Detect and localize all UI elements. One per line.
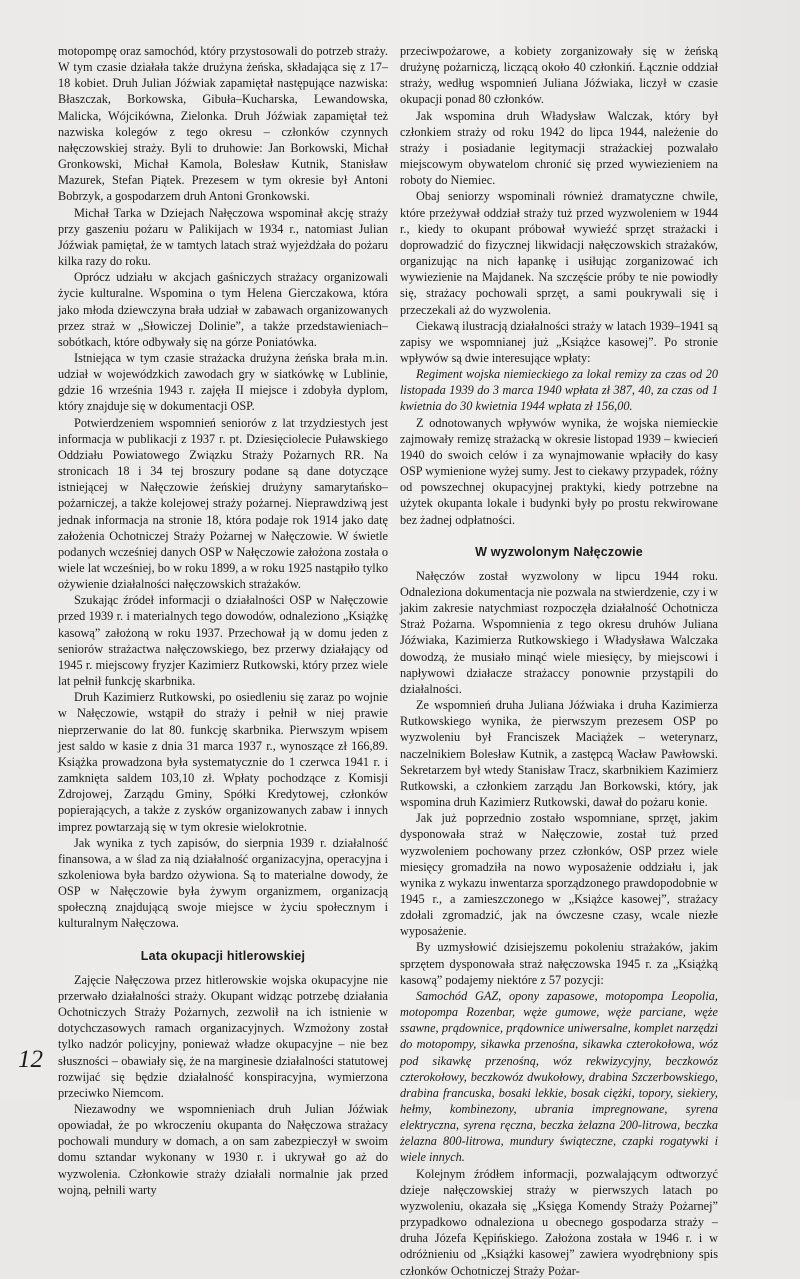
quoted-record: Samochód GAZ, opony zapasowe, motopompa Leopolia, motopompa Rozenbar, węże gumowe, węże parciane, węże ssawne, prądownice, prądownice uniwersalne, komplet narzędzi do motopompy, sikawka przenośna, sikawka czterokołowa, wóz pod sikawkę przenośną, wóz rekwizycyjny, beczkowóz czterokołowy, beczkowóz dwukołowy, drabina Szczerbowskiego, drabina francuska, bosaki lekkie, bosak ciężki, topory, siekiery, hełmy, kombinezony, ubrania impregnowane, syrena elektryczna, syrena ręczna, beczka żelazna 200-litrowa, beczka żelazna 800-litrowa, mundury świąteczne, czapki rogatywki i wiele innych.	[400, 988, 718, 1165]
paragraph: By uzmysłowić dzisiejszemu pokoleniu strażaków, jakim sprzętem dysponowała straż nałęczowska 1945 r. za „Książką kasową” podajemy niektóre z 57 pozycji:	[400, 940, 718, 987]
paragraph: Zajęcie Nałęczowa przez hitlerowskie wojska okupacyjne nie przerwało działalności straży. Okupant widząc potrzebę działania Ochotniczych Straży Pożarnych, zezwolił na ich istnienie w dotychczasowych ramach organizacyjnych. Wzmożony został tylko nadzór policyjny, ponieważ władze okupacyjne – nie bez słuszności – obawiały się, że na marginesie działalności statutowej rozwijać się będzie działalność konspiracyjna, wymierzona przeciwko Niemcom.	[58, 972, 388, 1100]
paragraph: Michał Tarka w Dziejach Nałęczowa wspominał akcję straży przy gaszeniu pożaru w Palikijach w 1934 r., natomiast Julian Jóźwiak pamiętał, że w tamtych latach straż wyjeżdżała do pożaru kilka razy do roku.	[58, 205, 388, 269]
paragraph: Oprócz udziału w akcjach gaśniczych strażacy organizowali życie kulturalne. Wspomina o tym Helena Gierczakowa, która jako młoda dziewczyna brała udział w zabawach organizowanych przez straż w „Słowiczej Dolinie”, a także przedstawieniach–sobótkach, które odbywały się na górze Poniatówka.	[58, 270, 388, 349]
paragraph: Niezawodny we wspomnieniach druh Julian Jóźwiak opowiadał, że po wkroczeniu okupanta do Nałęczowa strażacy pochowali mundury w domach, a on sam zabezpieczył w swoim domu sztandar wykonany w 1930 r. i ukrywał go aż do wyzwolenia. Członkowie straży działali normalnie jak przed wojną, pełnili warty	[58, 1102, 388, 1197]
paragraph: Obaj seniorzy wspominali również dramatyczne chwile, które przeżywał oddział straży tuż przed wyzwoleniem w 1944 r., kiedy to okupant próbował wywieźć sprzęt strażacki i doprowadzić do fizycznej likwidacji nałęczowskich strażaków, organizując na nich łapankę i usiłując zorganizować ich wywiezienie na Majdanek. Na szczęście próby te nie powiodły się, strażacy pochowali sprzęt, a sami poukrywali się i przeczekali aż do wyzwolenia.	[400, 189, 718, 317]
paragraph: Druh Kazimierz Rutkowski, po osiedleniu się zaraz po wojnie w Nałęczowie, wstąpił do straży i pełnił w niej prawie nieprzerwanie do lat 80. funkcję skarbnika. Pierwszym wpisem jest saldo w kasie z dnia 31 marca 1937 r., wynoszące zł 166,89. Książka prowadzona była systematycznie do 1 czerwca 1941 r. i zamknięta saldem 103,10 zł. Wpłaty pochodzące z Komisji Zdrojowej, Zarządu Gminy, Spółki Kredytowej, członków popierających, a także z zysków organizowanych zabaw i innych imprez powtarzają się w tym okresie wielokrotnie.	[58, 690, 388, 834]
paragraph: Nałęczów został wyzwolony w lipcu 1944 roku. Odnaleziona dokumentacja nie pozwala na stwierdzenie, czy i w jakim zakresie natychmiast rozpoczęła działalność Ochotnicza Straż Pożarna. Wspomnienia z tego okresu druhów Juliana Jóźwiaka, Kazimierza Rutkowskiego i Władysława Walczaka dowodzą, że musiało minąć wiele miesięcy, by miejscowi i napływowi działacze strażaccy ponownie przystąpili do działalności.	[400, 568, 718, 696]
paragraph: Kolejnym źródłem informacji, pozwalającym odtworzyć dzieje nałęczowskiej straży w pierwszych latach po wyzwoleniu, okazała się „Księga Komendy Straży Pożarnej” przypadkowo odnaleziona u obecnego gospodarza straży – druha Józefa Kępińskiego. Założona została w 1946 r. i w odróżnieniu od „Książki kasowej” zawiera wyodrębniony spis członków Ochotniczej Straży Pożar-	[400, 1166, 718, 1278]
page-number: 12	[18, 1046, 43, 1073]
paragraph: Ze wspomnień druha Juliana Jóźwiaka i druha Kazimierza Rutkowskiego wynika, że pierwszym prezesem OSP po wyzwoleniu był Franciszek Maciążek – weterynarz, naczelnikiem Bolesław Kutnik, a zastępcą Wacław Pawłowski. Sekretarzem był wtedy Stanisław Tracz, skarbnikiem Kazimierz Rutkowski, a członkiem zarządu Jan Borkowski, który, jak wspomina druh Kazimierz Rutkowski, dawał do pożaru konie.	[400, 698, 718, 810]
section-heading: Lata okupacji hitlerowskiej	[140, 948, 306, 963]
section-heading: W wyzwolonym Nałęczowie	[475, 544, 643, 559]
paragraph: motopompę oraz samochód, który przystosowali do potrzeb straży. W tym czasie działała także drużyna żeńska, składająca się z 17–18 kobiet. Druh Julian Jóźwiak zapamiętał następujące nazwiska: Błaszczak, Borkowska, Gibuła–Kucharska, Lewandowska, Malicka, Wójcikówna, Zielonka. Druh Jóźwiak zapamiętał też nazwiska kolegów z tego okresu – członków czynnych nałęczowskiej straży. Byli to druhowie: Jan Borkowski, Michał Gronkowski, Michał Kamola, Bolesław Kutnik, Stanisław Mazurek, Stefan Piątek. Prezesem w tym okresie był Antoni Bobrzyk, a gospodarzem druh Antoni Gronkowski.	[58, 44, 388, 204]
paragraph: Jak wynika z tych zapisów, do sierpnia 1939 r. działalność finansowa, a w ślad za nią działalność organizacyjna, operacyjna i szkoleniowa była bardzo ożywiona. Są to materialne dowody, że OSP w Nałęczowie była żywym organizmem, organizacją społeczną znajdującą swoje miejsce w życiu społecznym i kulturalnym Nałęczowa.	[58, 835, 388, 931]
paragraph: Z odnotowanych wpływów wynika, że wojska niemieckie zajmowały remizę strażacką w okresie listopad 1939 – kwiecień 1940 do swoich celów i za wynajmowanie wpłaciły do kasy OSP wymienione wyżej sumy. Jest to ciekawy przypadek, różny od powszechnej okupacyjnej praktyki, kiedy potrzebne na użytek okupanta lokale i budynki były po prostu rekwirowane bez żadnej odpłatności.	[400, 415, 718, 527]
paragraph: Jak wspomina druh Władysław Walczak, który był członkiem straży od roku 1942 do lipca 1944, należenie do straży i posiadanie legitymacji strażackiej pozwalało miejscowym obywatelom chronić się przed wywiezieniem na roboty do Niemiec.	[400, 108, 718, 188]
paragraph: Ciekawą ilustracją działalności straży w latach 1939–1941 są zapisy we wspomnianej już „Książce kasowej”. Po stronie wpływów są dwie interesujące wpłaty:	[400, 318, 718, 365]
paragraph: Szukając źródeł informacji o działalności OSP w Nałęczowie przed 1939 r. i materialnych tego dowodów, odnaleziono „Książkę kasową” założoną w roku 1937. Przechował ją w domu jeden z seniorów strażactwa nałęczowskiego, bez przerwy działający od 1945 r. miejscowy fryzjer Kazimierz Rutkowski, który przez wiele lat pełnił funkcję skarbnika.	[58, 593, 388, 689]
paragraph: przeciwpożarowe, a kobiety zorganizowały się w żeńską drużynę pożarniczą, liczącą około 40 członkiń. Łącznie oddział straży, według wspomnień Juliana Jóźwiaka, liczył w czasie okupacji ponad 80 członków.	[400, 44, 718, 107]
right-text-column	[400, 43, 718, 1279]
quoted-record: Regiment wojska niemieckiego za lokal remizy za czas od 20 listopada 1939 do 3 marca 1940 wpłata zł 387, 40, za czas od 1 kwietnia do 30 kwietnia 1944 wpłata zł 156,00.	[400, 367, 718, 414]
paragraph: Istniejąca w tym czasie strażacka drużyna żeńska brała m.in. udział w wojewódzkich zawodach gry w siatkówkę w Lublinie, gdzie 16 września 1943 r. zajęła II miejsce i zdobyła dyplom, który znajduje się w dokumentacji OSP.	[58, 350, 388, 414]
left-text-column	[58, 43, 388, 1198]
paragraph: Potwierdzeniem wspomnień seniorów z lat trzydziestych jest informacja w publikacji z 1937 r. pt. Dziesięciolecie Puławskiego Oddziału Powiatowego Związku Straży Pożarnych RR. Na stronicach 18 i 34 tej broszury podane są dane dotyczące istniejącej w Nałęczowie żeńskiej drużyny samarytańsko–pożarniczej, a także kolejowej straży pożarnej. Nieprawdziwą jest jednak informacja na stronie 18, która podaje rok 1914 jako datę założenia Ochotniczej Straży Pożarnej w Nałęczowie. W świetle podanych wcześniej danych OSP w Nałęczowie założona została o wiele lat wcześniej, bo w roku 1899, a w roku 1925 nastąpiło tylko ożywienie działalności nałęczowskich strażaków.	[58, 415, 388, 592]
paragraph: Jak już poprzednio zostało wspomniane, sprzęt, jakim dysponowała straż w Nałęczowie, został tuż przed wyzwoleniem pochowany przez członków, OSP przez wiele miesięcy gromadziła na nowo wyposażenie oddziału i, jak wynika z wykazu inwentarza sporządzonego prawdopodobnie w 1945 r., a zamieszczonego w „Książce kasowej”, strażacy zdołali zgromadzić, jak na ówczesne czasy, wcale niezłe wyposażenie.	[400, 811, 718, 939]
